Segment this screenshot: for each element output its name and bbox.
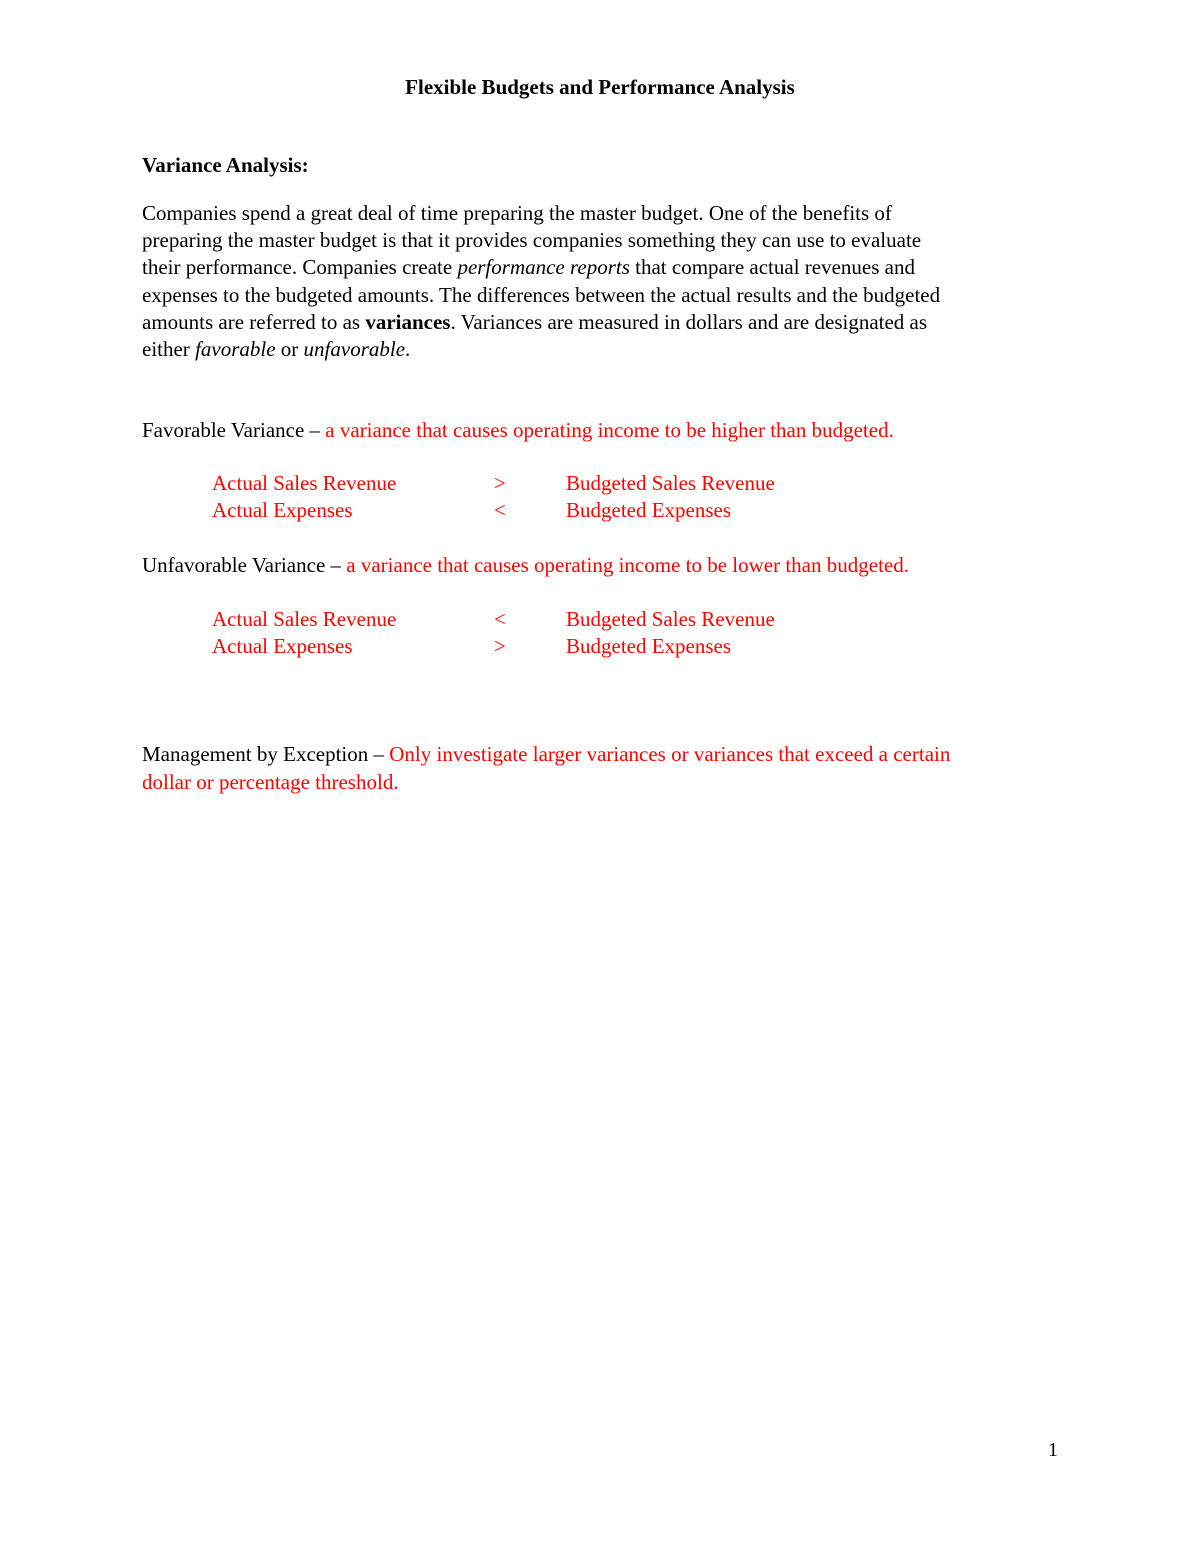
unfavorable-variance-text: a variance that causes operating income to be lower than budgeted.	[346, 553, 909, 577]
favorable-variance-definition	[142, 416, 894, 444]
comparison-left: Actual Expenses	[212, 634, 353, 658]
comparison-operator: >	[494, 634, 506, 658]
comparison-right: Budgeted Expenses	[566, 498, 732, 522]
unfavorable-variance-term: Unfavorable Variance –	[142, 553, 347, 577]
intro-text: either	[142, 337, 196, 362]
comparison-right: Budgeted Sales Revenue	[566, 607, 775, 631]
intro-line: preparing the master budget is that it provides companies something they can use to evaluate	[142, 228, 922, 253]
intro-line	[142, 309, 1062, 336]
intro-text: amounts are referred to as	[142, 309, 366, 334]
management-by-exception-text: Only investigate larger variances or variances that exceed a certain	[389, 742, 951, 766]
comparison-right: Budgeted Expenses	[566, 634, 732, 658]
intro-text: that compare actual revenues and	[629, 255, 916, 280]
intro-text: . Variances are measured in dollars and are designated as	[450, 309, 928, 334]
page-number: 1	[1048, 1439, 1058, 1461]
intro-text: or	[275, 337, 304, 362]
comparison-operator: >	[494, 471, 506, 495]
management-by-exception-definition	[142, 740, 950, 796]
section-heading: Variance Analysis:	[142, 153, 309, 177]
comparison-operator: <	[494, 607, 506, 631]
favorable-variance-text: a variance that causes operating income to be higher than budgeted.	[325, 418, 894, 442]
favorable-term: favorable	[195, 337, 276, 362]
intro-text: .	[405, 337, 411, 362]
intro-line	[142, 336, 1062, 363]
management-by-exception-term: Management by Exception –	[142, 742, 390, 766]
favorable-variance-term: Favorable Variance –	[142, 418, 326, 442]
comparison-right: Budgeted Sales Revenue	[566, 471, 775, 495]
variances-term: variances	[365, 309, 451, 334]
intro-line: Companies spend a great deal of time preparing the master budget. One of the benefits of	[142, 201, 892, 225]
intro-paragraph	[142, 200, 1062, 363]
performance-reports-term: performance reports	[457, 255, 630, 280]
comparison-left: Actual Expenses	[212, 498, 353, 522]
comparison-left: Actual Sales Revenue	[212, 471, 397, 495]
definition-line: dollar or percentage threshold.	[142, 770, 399, 794]
comparison-left: Actual Sales Revenue	[212, 607, 397, 631]
unfavorable-term: unfavorable	[303, 337, 406, 362]
intro-text: their performance. Companies create	[142, 255, 458, 280]
intro-line: expenses to the budgeted amounts. The differences between the actual results and the budgeted	[142, 282, 941, 307]
unfavorable-variance-definition	[142, 551, 909, 579]
definition-line	[142, 740, 950, 768]
comparison-operator: <	[494, 498, 506, 522]
document-title: Flexible Budgets and Performance Analysis	[405, 75, 795, 99]
intro-line	[142, 254, 1062, 281]
